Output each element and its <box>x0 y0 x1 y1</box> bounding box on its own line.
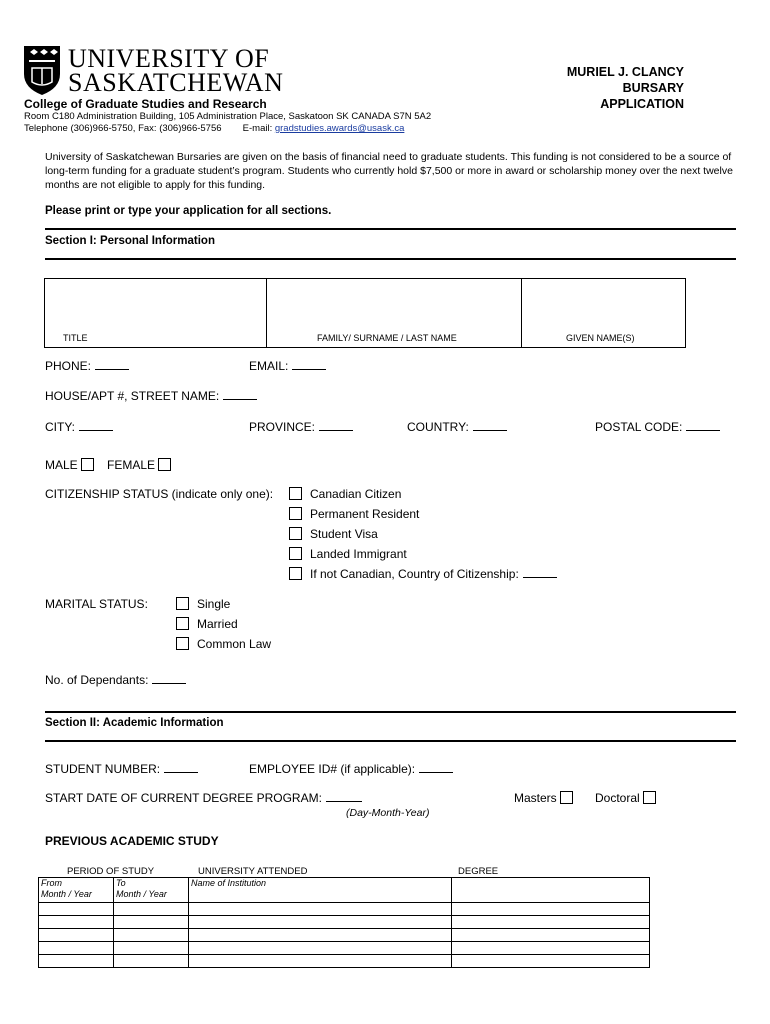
dependants-label: No. of Dependants: <box>45 673 149 687</box>
table-row[interactable] <box>39 916 650 929</box>
from-cell[interactable] <box>39 955 114 968</box>
male-checkbox[interactable] <box>81 458 94 471</box>
country-row <box>407 420 507 434</box>
province-field[interactable] <box>319 420 353 431</box>
phone-label: PHONE: <box>45 359 92 373</box>
table-row <box>39 878 650 903</box>
telephone-text: Telephone (306)966-5750, Fax: (306)966-5756 <box>24 123 222 134</box>
email-field-label: EMAIL: <box>249 359 289 373</box>
street-row <box>45 389 257 403</box>
institution-header-cell <box>189 878 452 903</box>
email-link[interactable]: gradstudies.awards@usask.ca <box>274 123 405 134</box>
start-date-field[interactable] <box>326 791 362 802</box>
email-field[interactable] <box>292 359 326 370</box>
to-format: Month / Year <box>116 889 167 899</box>
intro-paragraph: University of Saskatchewan Bursaries are given on the basis of financial need to graduate students. This funding is not considered to be a source of long-term funding for a graduate student’s program. Students who currently hold $7,500 or more in award or scholarship money over the next twelve months are not eligible to apply for this funding. <box>45 151 733 191</box>
degree-header: DEGREE <box>458 866 499 877</box>
institution-cell[interactable] <box>189 942 452 955</box>
citizenship-landed-label: Landed Immigrant <box>310 547 407 561</box>
citizenship-other-row <box>310 567 557 581</box>
institution-label: Name of Institution <box>191 878 267 888</box>
doctoral-row <box>595 791 656 805</box>
degree-cell[interactable] <box>452 916 650 929</box>
province-row <box>249 420 353 434</box>
marital-commonlaw-checkbox[interactable] <box>176 637 189 650</box>
title-field[interactable] <box>45 279 267 347</box>
previous-study-title: PREVIOUS ACADEMIC STUDY <box>45 834 219 848</box>
start-date-label: START DATE OF CURRENT DEGREE PROGRAM: <box>45 791 322 805</box>
period-header: PERIOD OF STUDY <box>67 866 155 877</box>
table-row[interactable] <box>39 955 650 968</box>
section1-title: Section I: Personal Information <box>45 235 215 247</box>
employee-id-row <box>249 762 453 776</box>
citizenship-other-label: If not Canadian, Country of Citizenship: <box>310 567 519 581</box>
postal-field[interactable] <box>686 420 720 431</box>
postal-label: POSTAL CODE: <box>595 420 683 434</box>
to-header-cell <box>114 878 189 903</box>
country-field[interactable] <box>473 420 507 431</box>
citizenship-visa-checkbox[interactable] <box>289 527 302 540</box>
citizenship-landed-checkbox[interactable] <box>289 547 302 560</box>
from-cell[interactable] <box>39 903 114 916</box>
street-field[interactable] <box>223 389 257 400</box>
citizenship-other-checkbox[interactable] <box>289 567 302 580</box>
section-divider <box>45 228 736 230</box>
from-cell[interactable] <box>39 942 114 955</box>
section-divider <box>45 740 736 742</box>
university-header: UNIVERSITY ATTENDED <box>198 866 308 877</box>
institution-cell[interactable] <box>189 929 452 942</box>
female-checkbox[interactable] <box>158 458 171 471</box>
surname-label: FAMILY/ SURNAME / LAST NAME <box>317 333 457 343</box>
to-cell[interactable] <box>114 955 189 968</box>
section-divider <box>45 258 736 260</box>
print-instruction: Please print or type your application for all sections. <box>45 205 332 217</box>
city-field[interactable] <box>79 420 113 431</box>
to-label: To <box>116 878 126 888</box>
female-label: FEMALE <box>107 458 156 472</box>
given-name-label: GIVEN NAME(S) <box>566 333 635 343</box>
phone-fax-line <box>24 123 431 135</box>
to-cell[interactable] <box>114 916 189 929</box>
student-number-label: STUDENT NUMBER: <box>45 762 161 776</box>
city-row <box>45 420 113 434</box>
previous-study-table <box>38 877 650 968</box>
to-cell[interactable] <box>114 903 189 916</box>
form-title-line3: APPLICATION <box>600 97 684 111</box>
dependants-row <box>45 673 186 687</box>
university-name-line2: SASKATCHEWAN <box>68 68 284 97</box>
contact-block <box>24 111 431 135</box>
employee-id-field[interactable] <box>419 762 453 773</box>
university-name-line1: UNIVERSITY OF <box>68 44 270 73</box>
start-date-row <box>45 791 362 805</box>
male-label: MALE <box>45 458 78 472</box>
section-divider <box>45 711 736 713</box>
address-line: Room C180 Administration Building, 105 Administration Place, Saskatoon SK CANADA S7N 5A2 <box>24 111 432 122</box>
to-cell[interactable] <box>114 942 189 955</box>
gender-row <box>45 458 171 472</box>
from-cell[interactable] <box>39 929 114 942</box>
institution-cell[interactable] <box>189 955 452 968</box>
email-row <box>249 359 326 373</box>
table-row[interactable] <box>39 929 650 942</box>
degree-cell[interactable] <box>452 929 650 942</box>
marital-single-label: Single <box>197 597 231 611</box>
college-name: College of Graduate Studies and Research <box>24 97 267 111</box>
from-header-cell <box>39 878 114 903</box>
citizenship-pr-checkbox[interactable] <box>289 507 302 520</box>
institution-cell[interactable] <box>189 916 452 929</box>
form-title-line2: BURSARY <box>622 81 684 95</box>
postal-row <box>595 420 720 434</box>
marital-commonlaw-label: Common Law <box>197 637 272 651</box>
province-label: PROVINCE: <box>249 420 316 434</box>
degree-cell[interactable] <box>452 903 650 916</box>
title-label: TITLE <box>63 333 88 343</box>
section2-title: Section II: Academic Information <box>45 717 224 729</box>
student-number-row <box>45 762 198 776</box>
form-title-line1: MURIEL J. CLANCY <box>566 65 684 79</box>
phone-field[interactable] <box>95 359 129 370</box>
marital-label: MARITAL STATUS: <box>45 597 148 611</box>
university-logo <box>22 44 284 97</box>
degree-cell[interactable] <box>452 955 650 968</box>
citizenship-canadian-label: Canadian Citizen <box>310 487 402 501</box>
country-label: COUNTRY: <box>407 420 469 434</box>
citizenship-visa-label: Student Visa <box>310 527 378 541</box>
doctoral-label: Doctoral <box>595 791 640 805</box>
dependants-field[interactable] <box>152 673 186 684</box>
degree-header-cell <box>452 878 650 903</box>
degree-cell[interactable] <box>452 942 650 955</box>
crest-icon <box>22 44 62 96</box>
table-row[interactable] <box>39 903 650 916</box>
masters-label: Masters <box>514 791 557 805</box>
student-number-field[interactable] <box>164 762 198 773</box>
citizenship-label: CITIZENSHIP STATUS (indicate only one): <box>45 487 274 501</box>
name-table <box>44 278 686 348</box>
citizenship-canadian-checkbox[interactable] <box>289 487 302 500</box>
country-of-citizenship-field[interactable] <box>523 567 557 578</box>
surname-field[interactable] <box>267 279 522 347</box>
street-label: HOUSE/APT #, STREET NAME: <box>45 389 220 403</box>
marital-married-label: Married <box>197 617 238 631</box>
masters-checkbox[interactable] <box>560 791 573 804</box>
marital-single-checkbox[interactable] <box>176 597 189 610</box>
to-cell[interactable] <box>114 929 189 942</box>
city-label: CITY: <box>45 420 76 434</box>
marital-married-checkbox[interactable] <box>176 617 189 630</box>
doctoral-checkbox[interactable] <box>643 791 656 804</box>
from-label: From <box>41 878 62 888</box>
date-format-hint: (Day-Month-Year) <box>346 807 430 819</box>
institution-cell[interactable] <box>189 903 452 916</box>
phone-row <box>45 359 129 373</box>
citizenship-pr-label: Permanent Resident <box>310 507 420 521</box>
masters-row <box>514 791 573 805</box>
employee-id-label: EMPLOYEE ID# (if applicable): <box>249 762 416 776</box>
given-name-field[interactable] <box>522 279 685 347</box>
from-cell[interactable] <box>39 916 114 929</box>
table-row[interactable] <box>39 942 650 955</box>
from-format: Month / Year <box>41 889 92 899</box>
form-title <box>567 64 684 112</box>
email-label: E-mail: <box>242 123 273 134</box>
